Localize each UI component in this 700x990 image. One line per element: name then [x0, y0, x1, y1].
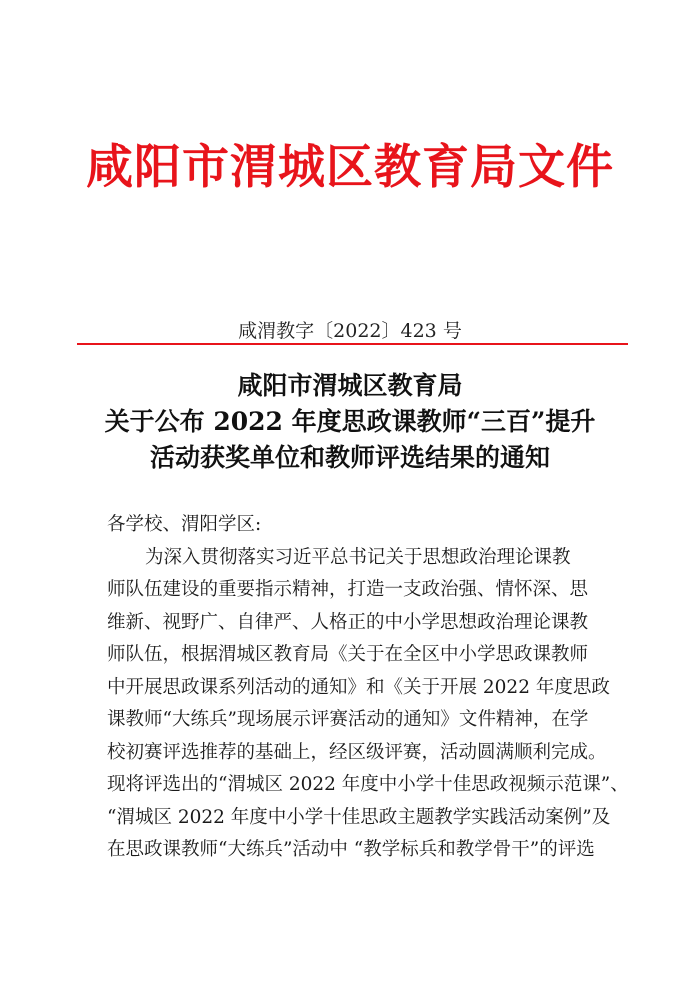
document-number: 咸渭教字〔2022〕423 号: [238, 320, 462, 342]
body-line: 师队伍，根据渭城区教育局《关于在全区中小学思政课教师: [107, 644, 589, 665]
notice-title-line: 咸阳市渭城区教育局: [237, 371, 463, 400]
body-line: 课教师“大练兵”现场展示评赛活动的通知》文件精神，在学: [107, 709, 589, 730]
body-line: 师队伍建设的重要指示精神，打造一支政治强、情怀深、思: [107, 579, 589, 600]
notice-title-line: 关于公布 2022 年度思政课教师“三百”提升: [104, 407, 596, 436]
body-line: 现将评选出的“渭城区 2022 年度中小学十佳思政视频示范课”、: [107, 774, 629, 795]
body-line: “渭城区 2022 年度中小学十佳思政主题教学实践活动案例”及: [107, 806, 611, 828]
body-line: 为深入贯彻落实习近平总书记关于思想政治理论课教: [145, 546, 571, 568]
document-header-title: 咸阳市渭城区教育局文件: [86, 140, 614, 195]
body-line: 在思政课教师“大练兵”活动中 “教学标兵和教学骨干”的评选: [107, 839, 595, 860]
notice-body: [107, 509, 629, 867]
notice-title-line: 活动获奖单位和教师评选结果的通知: [149, 443, 550, 472]
body-line: 校初赛评选推荐的基础上，经区级评赛，活动圆满顺利完成。: [107, 741, 607, 763]
salutation: 各学校、渭阳学区:: [107, 514, 262, 535]
body-line: 中开展思政课系列活动的通知》和《关于开展 2022 年度思政: [107, 676, 610, 698]
red-divider-line: [77, 343, 628, 345]
notice-title: [0, 368, 700, 476]
body-line: 维新、视野广、自律严、人格正的中小学思想政治理论课教: [107, 611, 589, 633]
